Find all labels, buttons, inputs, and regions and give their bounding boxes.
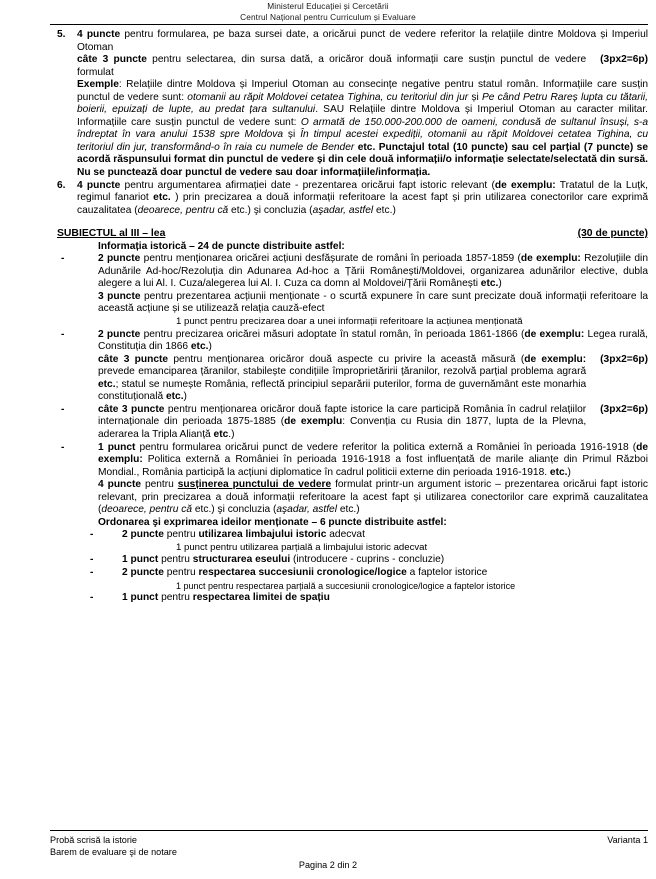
bullet-4-text-b: Politica externă a României în perioada 1916-1918 a fost influențată de marile alianțe din Primul Război Mondial., România participă la acțiuni diplomatice în cadrul politicii externe din perioada 1916-1918. bbox=[98, 454, 648, 478]
bullet-2-aspects-text-d: ) bbox=[183, 391, 187, 403]
item-5-number: 5. bbox=[57, 29, 66, 40]
ordering-row-3-subject: respectarea succesiunii cronologice/logice bbox=[198, 566, 407, 578]
item-5-p2-points: câte 3 puncte bbox=[77, 54, 147, 66]
ordering-row-1-note: 1 punct pentru utilizarea parțială a limbajului istoric adecvat bbox=[176, 541, 428, 553]
ordering-row-4-a: pentru bbox=[158, 592, 193, 604]
bullet-dash: - bbox=[90, 554, 94, 566]
item-5-paragraph-1 bbox=[77, 29, 648, 54]
bullet-1-partial-note: 1 punct pentru precizarea doar a unei informații referitoare la acțiunea menționată bbox=[176, 316, 523, 328]
item-5-ex-b: . SAU Relațiile dintre Moldova și Imperiul Otoman au caracter militar. Informațiile care susțin punctul de vedere sunt: bbox=[77, 104, 648, 128]
item-5-scoring-rule: etc. Punctajul total (10 puncte) sau cel parțial (7 puncte) se acordă răspunsului format din punctul de vedere și din cele două informații/o informație selectate/selectată din sursă. Nu se punctează doar punctul de vedere sau doar informațiile/informația. bbox=[77, 141, 648, 179]
bullet-1861-1866 bbox=[50, 329, 648, 404]
item-6-points: 4 puncte bbox=[77, 179, 121, 191]
ordering-row-4 bbox=[50, 592, 648, 605]
ordering-row-3 bbox=[50, 567, 648, 580]
item-6-text-e: etc.) bbox=[373, 204, 396, 216]
item-6-text-a: pentru argumentarea afirmației date - prezentarea oricărui fapt istoric relevant ( bbox=[120, 179, 495, 191]
bullet-1-text-b: Rezoluțiile din Adunările Ad-hoc/Rezoluția din Adunarea Ad-hoc a Țării Românești/Moldovei, organizarea adunărilor elective, dubla alegere a lui Al. I. Cuza/alegerea lui Al. I. Cuza ca domn al Moldovei/Țării Românești bbox=[98, 253, 648, 290]
ordering-row-3-a: pentru bbox=[163, 566, 199, 578]
bullet-1-points: 2 puncte bbox=[98, 253, 141, 265]
item-6 bbox=[50, 180, 648, 218]
subject-3-points: (30 de puncte) bbox=[577, 228, 648, 240]
bullet-1857-1859 bbox=[50, 253, 648, 316]
info-header-text: Informația istorică – 24 de puncte distribuite astfel: bbox=[98, 240, 345, 252]
bullet-1-de-exemplu: de exemplu: bbox=[520, 253, 581, 265]
bullet-2-aspects bbox=[98, 354, 586, 404]
bullet-1-text-c: ) bbox=[498, 278, 502, 290]
bullet-4-points: 1 punct bbox=[98, 441, 136, 453]
item-5-ex-quote-3: O armată de 150.000-200.000 de oameni, condusă de sultanul însuși, s-a îndreptat în vara anului 1538 spre Moldova bbox=[77, 116, 648, 141]
bullet-4-paragraph bbox=[98, 442, 648, 480]
bullet-4-text-a: pentru formularea oricărui punct de vedere referitor la politica externă a României în perioada 1916-1918 ( bbox=[135, 441, 637, 453]
bullet-4-de-exemplu: de exemplu: bbox=[98, 441, 648, 466]
document-header bbox=[0, 0, 656, 22]
bullet-2-aspects-row bbox=[98, 354, 648, 404]
bullet-dash: - bbox=[90, 592, 94, 604]
footer-variant: Varianta 1 bbox=[607, 835, 648, 845]
bullet-2-text-a: pentru precizarea oricărei măsuri adoptate în statul român, în perioada 1861-1866 ( bbox=[140, 328, 525, 340]
bullet-dash: - bbox=[61, 328, 65, 340]
ordering-row-4-text bbox=[122, 592, 648, 605]
ordering-row-3-b: a faptelor istorice bbox=[406, 566, 488, 578]
bullet-4-support-b: formulat printr-un argument istoric – prezentarea oricărui fapt istoric relevant, prin precizarea a două informații referitoare la acest fapt și utilizarea conectorilor care exprimă cauzalitatea ( bbox=[98, 479, 648, 516]
bullet-4-support-c: etc.) şi concluzia ( bbox=[192, 504, 277, 516]
ordering-row-2-b: (introducere - cuprins - concluzie) bbox=[290, 554, 445, 566]
item-5-examples-label: Exemple bbox=[77, 79, 119, 91]
bullet-1-paragraph bbox=[98, 253, 648, 291]
bullet-3-score: (3px2=6p) bbox=[600, 403, 648, 415]
bullet-4-support bbox=[98, 479, 648, 517]
bullet-2-text-c: ) bbox=[208, 341, 212, 353]
item-5 bbox=[50, 29, 648, 180]
bullet-3-paragraph bbox=[98, 404, 586, 442]
ordering-row-3-text bbox=[122, 567, 648, 580]
bullet-3-de-exemplu: de exemplu bbox=[284, 416, 343, 428]
footer-rows bbox=[50, 831, 648, 858]
bullet-3-points: câte 3 puncte bbox=[98, 403, 165, 415]
ordering-header-text: Ordonarea şi exprimarea ideilor menționate – 6 puncte distribuite astfel: bbox=[98, 516, 447, 528]
bullet-dash: - bbox=[61, 441, 65, 453]
ordering-row-1-b: adecvat bbox=[326, 529, 365, 541]
ordering-row-1-text bbox=[122, 529, 648, 542]
ordering-row-3-note: 1 punct pentru respectarea parțială a succesiunii cronologice/logice a faptelor istorice bbox=[176, 580, 516, 591]
bullet-3-text-c: .) bbox=[228, 428, 235, 440]
item-6-paragraph-1 bbox=[77, 180, 648, 218]
bullet-1-presentation-points: 3 puncte bbox=[98, 290, 141, 302]
ministry-line: Ministerul Educației și Cercetării bbox=[267, 1, 389, 11]
bullet-dash: - bbox=[90, 566, 94, 578]
bullet-2-aspects-text-a: pentru menționarea oricăror două aspecte cu privire la această măsură ( bbox=[168, 353, 525, 365]
item-5-ex-a: : Relațiile dintre Moldova și Imperiul Otoman au consecințe negative pentru statul român. Informațiile care susțin punctul de vedere sunt: bbox=[77, 79, 648, 103]
item-5-paragraph-2 bbox=[77, 54, 648, 79]
bullet-3-etc: etc bbox=[213, 428, 229, 440]
item-6-connectors-cause: deoarece, pentru că bbox=[137, 204, 229, 216]
bullet-1916-1918 bbox=[50, 442, 648, 517]
bullet-2-aspects-de-exemplu: de exemplu: bbox=[524, 353, 587, 365]
bullet-4-etc: etc. bbox=[549, 466, 568, 478]
item-5-ex-join-1: și bbox=[468, 91, 482, 103]
bullet-3-text-b: : Convenția cu Rusia din 1877, lupta de la Plevna, aderarea la Tripla Alianță bbox=[98, 416, 587, 440]
ordering-row-2-a: pentru bbox=[158, 554, 193, 566]
footer-doc-type: Barem de evaluare şi de notare bbox=[50, 847, 177, 857]
bullet-2-de-exemplu: de exemplu: bbox=[524, 328, 585, 340]
item-5-ex-quote-2: Pe când Petru Rareș lupta cu tătarii, boierii, epuizați de lupte, au predat țara sultanului bbox=[77, 91, 648, 116]
ordering-row-1-a: pentru bbox=[163, 529, 199, 541]
info-header bbox=[50, 241, 648, 254]
item-5-p1-points: 4 puncte bbox=[77, 29, 121, 40]
bullet-2-paragraph bbox=[98, 329, 648, 354]
bullet-4-connectors-cause: deoarece, pentru că bbox=[101, 504, 193, 516]
bullet-2-aspects-etc-1: etc. bbox=[98, 378, 116, 390]
bullet-dash: - bbox=[61, 253, 65, 265]
bullet-2-aspects-text-c: ; statul se numește România, reflectă principiul separării puterilor, forma de guvernământ este monarhia constituțională bbox=[98, 378, 587, 403]
ordering-row-2-points: 1 punct bbox=[122, 554, 159, 566]
item-6-text-c: ) prin precizarea a două informații referitoare la acest fapt și prin utilizarea conectorilor care exprimă cauzalitatea ( bbox=[77, 192, 648, 216]
bullet-4-connectors-conclusion: aşadar, astfel bbox=[276, 504, 337, 516]
bullet-2-text-b: Legea rurală, Constituția din 1866 bbox=[98, 328, 648, 353]
subject-3-title: SUBIECTUL al III – lea bbox=[57, 228, 166, 240]
footer-left bbox=[50, 834, 177, 858]
ordering-row-2-text bbox=[122, 554, 648, 567]
item-5-p2-score: (3px2=6p) bbox=[600, 54, 648, 66]
bullet-2-aspects-points: câte 3 puncte bbox=[98, 353, 169, 365]
ordering-row-2 bbox=[50, 554, 648, 567]
ordering-row-4-points: 1 punct bbox=[122, 592, 159, 604]
bullet-1875-1885 bbox=[50, 404, 648, 442]
bullet-1-presentation-text: pentru prezentarea acțiunii menționate - o scurtă expunere în care sunt precizate două informații referitoare la această acțiune și se utilizează relația cauză-efect bbox=[98, 290, 648, 315]
bullet-3-row bbox=[98, 404, 648, 442]
ordering-row-1-points: 2 puncte bbox=[122, 529, 164, 541]
ordering-header bbox=[50, 517, 648, 530]
footer-page-number: Pagina 2 din 2 bbox=[298, 860, 358, 870]
item-5-ex-join-2: și bbox=[283, 129, 301, 141]
ordering-row-4-subject: respectarea limitei de spațiu bbox=[192, 592, 330, 604]
bullet-3-text-a: pentru menționarea oricăror două fapte istorice la care participă România în cadrul relațiilor internaționale din perioada 1875-1885 ( bbox=[98, 403, 587, 428]
ordering-row-3-points: 2 puncte bbox=[122, 566, 164, 578]
item-6-de-exemplu: de exemplu: bbox=[494, 179, 556, 191]
item-6-number: 6. bbox=[57, 179, 66, 191]
section-gap bbox=[50, 217, 648, 228]
bullet-2-etc: etc. bbox=[190, 341, 209, 353]
document-body bbox=[0, 25, 656, 605]
footer-exam-name: Probă scrisă la istorie bbox=[50, 835, 137, 845]
bullet-2-aspects-text-b: prevede emanciparea țăranilor, stabilește condițiile împroprietăririi țăranilor, rezolvă parțial problema agrară bbox=[98, 366, 587, 378]
bullet-4-text-c: ) bbox=[567, 466, 571, 478]
bullet-4-support-a: pentru bbox=[141, 479, 178, 491]
bullet-1-etc: etc. bbox=[480, 278, 499, 290]
item-5-p2-text: pentru selectarea, din sursa dată, a oricăror două informații care susțin punctul de vedere formulat bbox=[77, 54, 587, 78]
item-6-text-b: Tratatul de la Luțk, regimul fanariot bbox=[77, 179, 648, 204]
item-5-ex-quote-4: În timpul acestei expediții, otomanii au răpit Moldovei cetatea Tighina, cu teritoriul din jur, transformând-o în raia cu numele de Bender bbox=[77, 129, 648, 153]
bullet-2-points: 2 puncte bbox=[98, 328, 141, 340]
item-6-connectors-conclusion: aşadar, astfel bbox=[312, 204, 374, 216]
ordering-row-1 bbox=[50, 529, 648, 542]
bullet-2-score: (3px2=6p) bbox=[600, 353, 648, 365]
item-6-etc-1: etc. bbox=[153, 192, 171, 204]
bullet-1-text-a: pentru menționarea oricărei acțiuni desfășurate de români în perioada 1857-1859 ( bbox=[140, 253, 521, 265]
bullet-dash: - bbox=[61, 403, 65, 415]
bullet-4-support-points: 4 puncte bbox=[98, 479, 141, 491]
item-5-ex-quote-1: otomanii au răpit Moldovei cetatea Tighina, cu teritoriul din jur bbox=[187, 91, 469, 103]
item-5-p1-text: pentru formularea, pe baza sursei date, a oricărui punct de vedere referitor la relațiile dintre Moldova și Imperiul Otoman bbox=[77, 29, 649, 53]
bullet-4-support-d: etc.) bbox=[337, 504, 360, 516]
bullet-2-aspects-etc-2: etc. bbox=[165, 391, 184, 403]
bullet-1-presentation bbox=[98, 291, 648, 316]
center-line: Centrul Național pentru Curriculum și Evaluare bbox=[240, 11, 416, 22]
page-footer bbox=[0, 830, 656, 879]
ordering-row-2-subject: structurarea eseului bbox=[192, 554, 291, 566]
ordering-row-1-subject: utilizarea limbajului istoric bbox=[198, 529, 327, 541]
item-5-examples bbox=[77, 79, 648, 179]
item-6-text-d: etc.) şi concluzia ( bbox=[228, 204, 313, 216]
bullet-dash: - bbox=[90, 529, 94, 541]
bullet-4-support-underlined: susținerea punctului de vedere bbox=[177, 479, 332, 491]
subject-3-heading bbox=[50, 228, 648, 241]
item-5-p2-text-wrap bbox=[77, 54, 586, 79]
